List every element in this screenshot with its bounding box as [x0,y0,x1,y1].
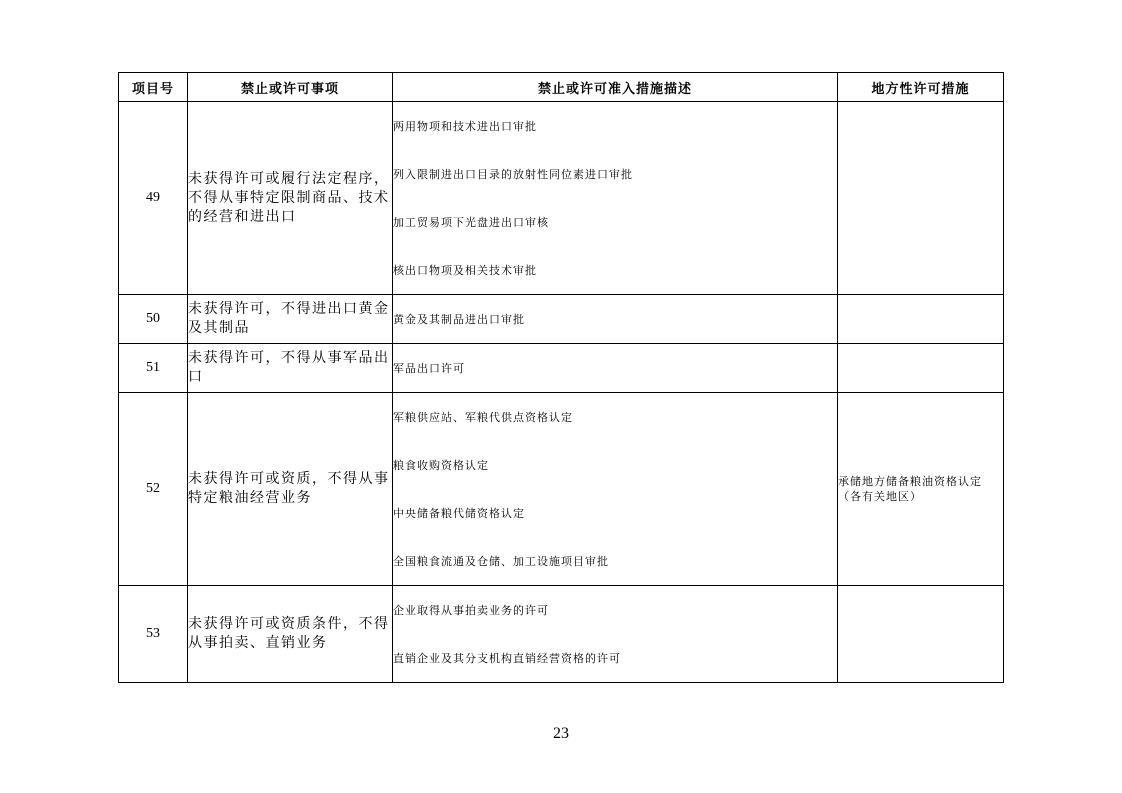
measure-text: 全国粮食流通及仓储、加工设施项目审批 [393,554,609,568]
measures-cell [393,393,838,586]
measure-text: 军粮供应站、军粮代供点资格认定 [393,410,573,424]
measure-text: 粮食收购资格认定 [393,458,489,472]
table-row [119,586,1004,683]
item-number: 53 [119,586,188,683]
item-number: 50 [119,295,188,344]
local-measure [838,102,1004,295]
item-description: 未获得许可或资质，不得从事特定粮油经营业务 [188,393,393,586]
item-number: 52 [119,393,188,586]
measure-text: 军品出口许可 [393,361,465,375]
measure-text: 加工贸易项下光盘进出口审核 [393,215,549,229]
item-description: 未获得许可或资质条件，不得从事拍卖、直销业务 [188,586,393,683]
measure-text: 列入限制进出口目录的放射性同位素进口审批 [393,167,633,181]
local-measure [838,586,1004,683]
item-description: 未获得许可，不得从事军品出口 [188,344,393,393]
local-measure: 承储地方储备粮油资格认定（各有关地区） [838,393,1004,586]
measures-cell [393,344,838,393]
measure-text: 核出口物项及相关技术审批 [393,263,537,277]
table-header-row [119,73,1004,102]
table-row [119,295,1004,344]
item-number: 49 [119,102,188,295]
header-local-measures: 地方性许可措施 [838,73,1004,102]
measure-text: 黄金及其制品进出口审批 [393,312,525,326]
measures-cell [393,102,838,295]
measure-text: 两用物项和技术进出口审批 [393,119,537,133]
measures-cell [393,586,838,683]
table-row [119,344,1004,393]
item-number: 51 [119,344,188,393]
measures-cell [393,295,838,344]
header-item-number: 项目号 [119,73,188,102]
header-item: 禁止或许可事项 [188,73,393,102]
table-row [119,102,1004,295]
table-row [119,393,1004,586]
measure-text: 直销企业及其分支机构直销经营资格的许可 [393,651,621,665]
measure-text: 中央储备粮代储资格认定 [393,506,525,520]
local-measure [838,344,1004,393]
header-measures: 禁止或许可准入措施描述 [393,73,838,102]
item-description: 未获得许可或履行法定程序，不得从事特定限制商品、技术的经营和进出口 [188,102,393,295]
measure-text: 企业取得从事拍卖业务的许可 [393,603,549,617]
page-number: 23 [553,725,569,742]
item-description: 未获得许可，不得进出口黄金及其制品 [188,295,393,344]
local-measure [838,295,1004,344]
permit-table [118,72,1004,683]
